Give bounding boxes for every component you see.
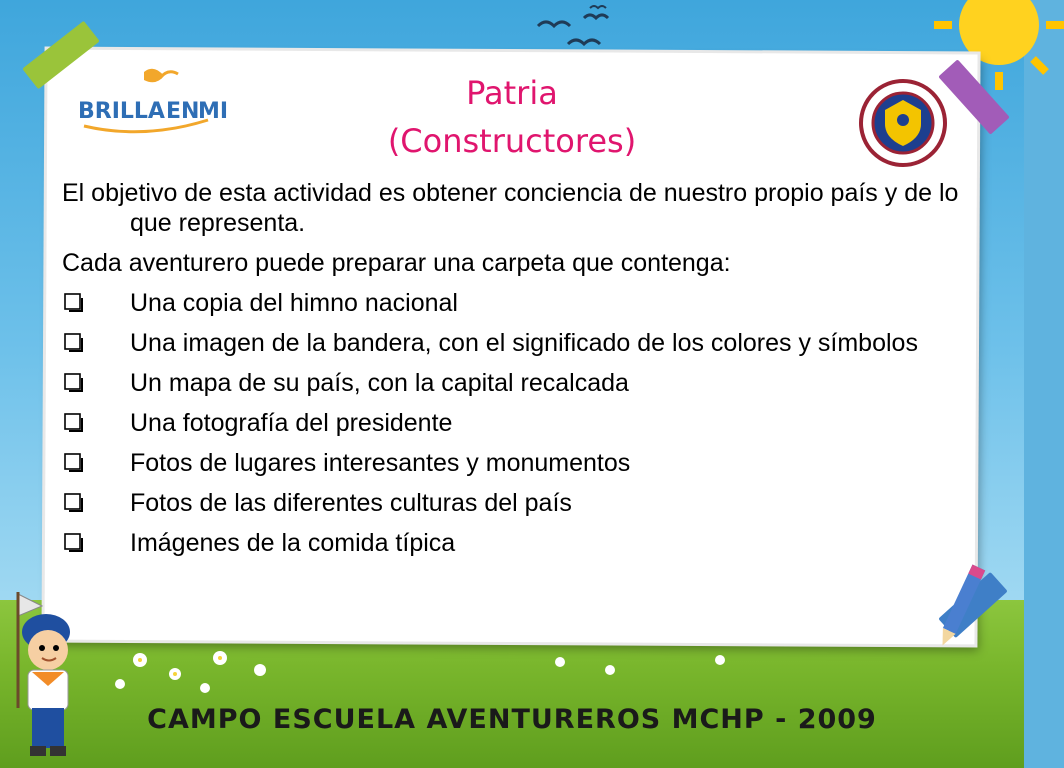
list-item (62, 528, 992, 558)
intro-paragraph: El objetivo de esta actividad es obtener conciencia de nuestro propio país y de lo que representa. (62, 179, 959, 237)
checkbox-bullet-icon (64, 413, 83, 432)
checkbox-bullet-icon (64, 373, 83, 392)
list-item (62, 488, 992, 518)
checkbox-bullet-icon (64, 293, 83, 312)
list-item (62, 328, 992, 358)
svg-text:EN: EN (166, 99, 200, 124)
checkbox-bullet-icon (64, 453, 83, 472)
adventurer-kid-illustration (2, 588, 82, 764)
list-item-text: Una copia del himno nacional (130, 289, 458, 317)
checkbox-bullet-icon (64, 533, 83, 552)
slide-title: Patria (466, 74, 558, 112)
pencil-decoration (942, 560, 982, 652)
list-item-text: Fotos de las diferentes culturas del país (130, 489, 572, 517)
svg-text:MI: MI (198, 99, 229, 124)
list-item-text: Una imagen de la bandera, con el significado de los colores y símbolos (130, 329, 918, 357)
birds-icon (528, 4, 618, 54)
svg-text:BRILLA: BRILLA (78, 99, 165, 124)
slide-body (62, 178, 992, 568)
list-item-text: Fotos de lugares interesantes y monumentos (130, 449, 631, 477)
list-item (62, 448, 992, 478)
list-item (62, 288, 992, 318)
slide-subtitle: (Constructores) (387, 122, 637, 160)
list-item-text: Una fotografía del presidente (130, 409, 453, 437)
list-item (62, 368, 992, 398)
footer-banner: CAMPO ESCUELA AVENTUREROS MCHP - 2009 (147, 704, 877, 735)
list-item-text: Un mapa de su país, con la capital recalcada (130, 369, 629, 397)
checkbox-bullet-icon (64, 493, 83, 512)
second-paragraph: Cada aventurero puede preparar una carpeta que contenga: (62, 249, 731, 277)
list-item (62, 408, 992, 438)
checkbox-bullet-icon (64, 333, 83, 352)
list-item-text: Imágenes de la comida típica (130, 529, 456, 557)
